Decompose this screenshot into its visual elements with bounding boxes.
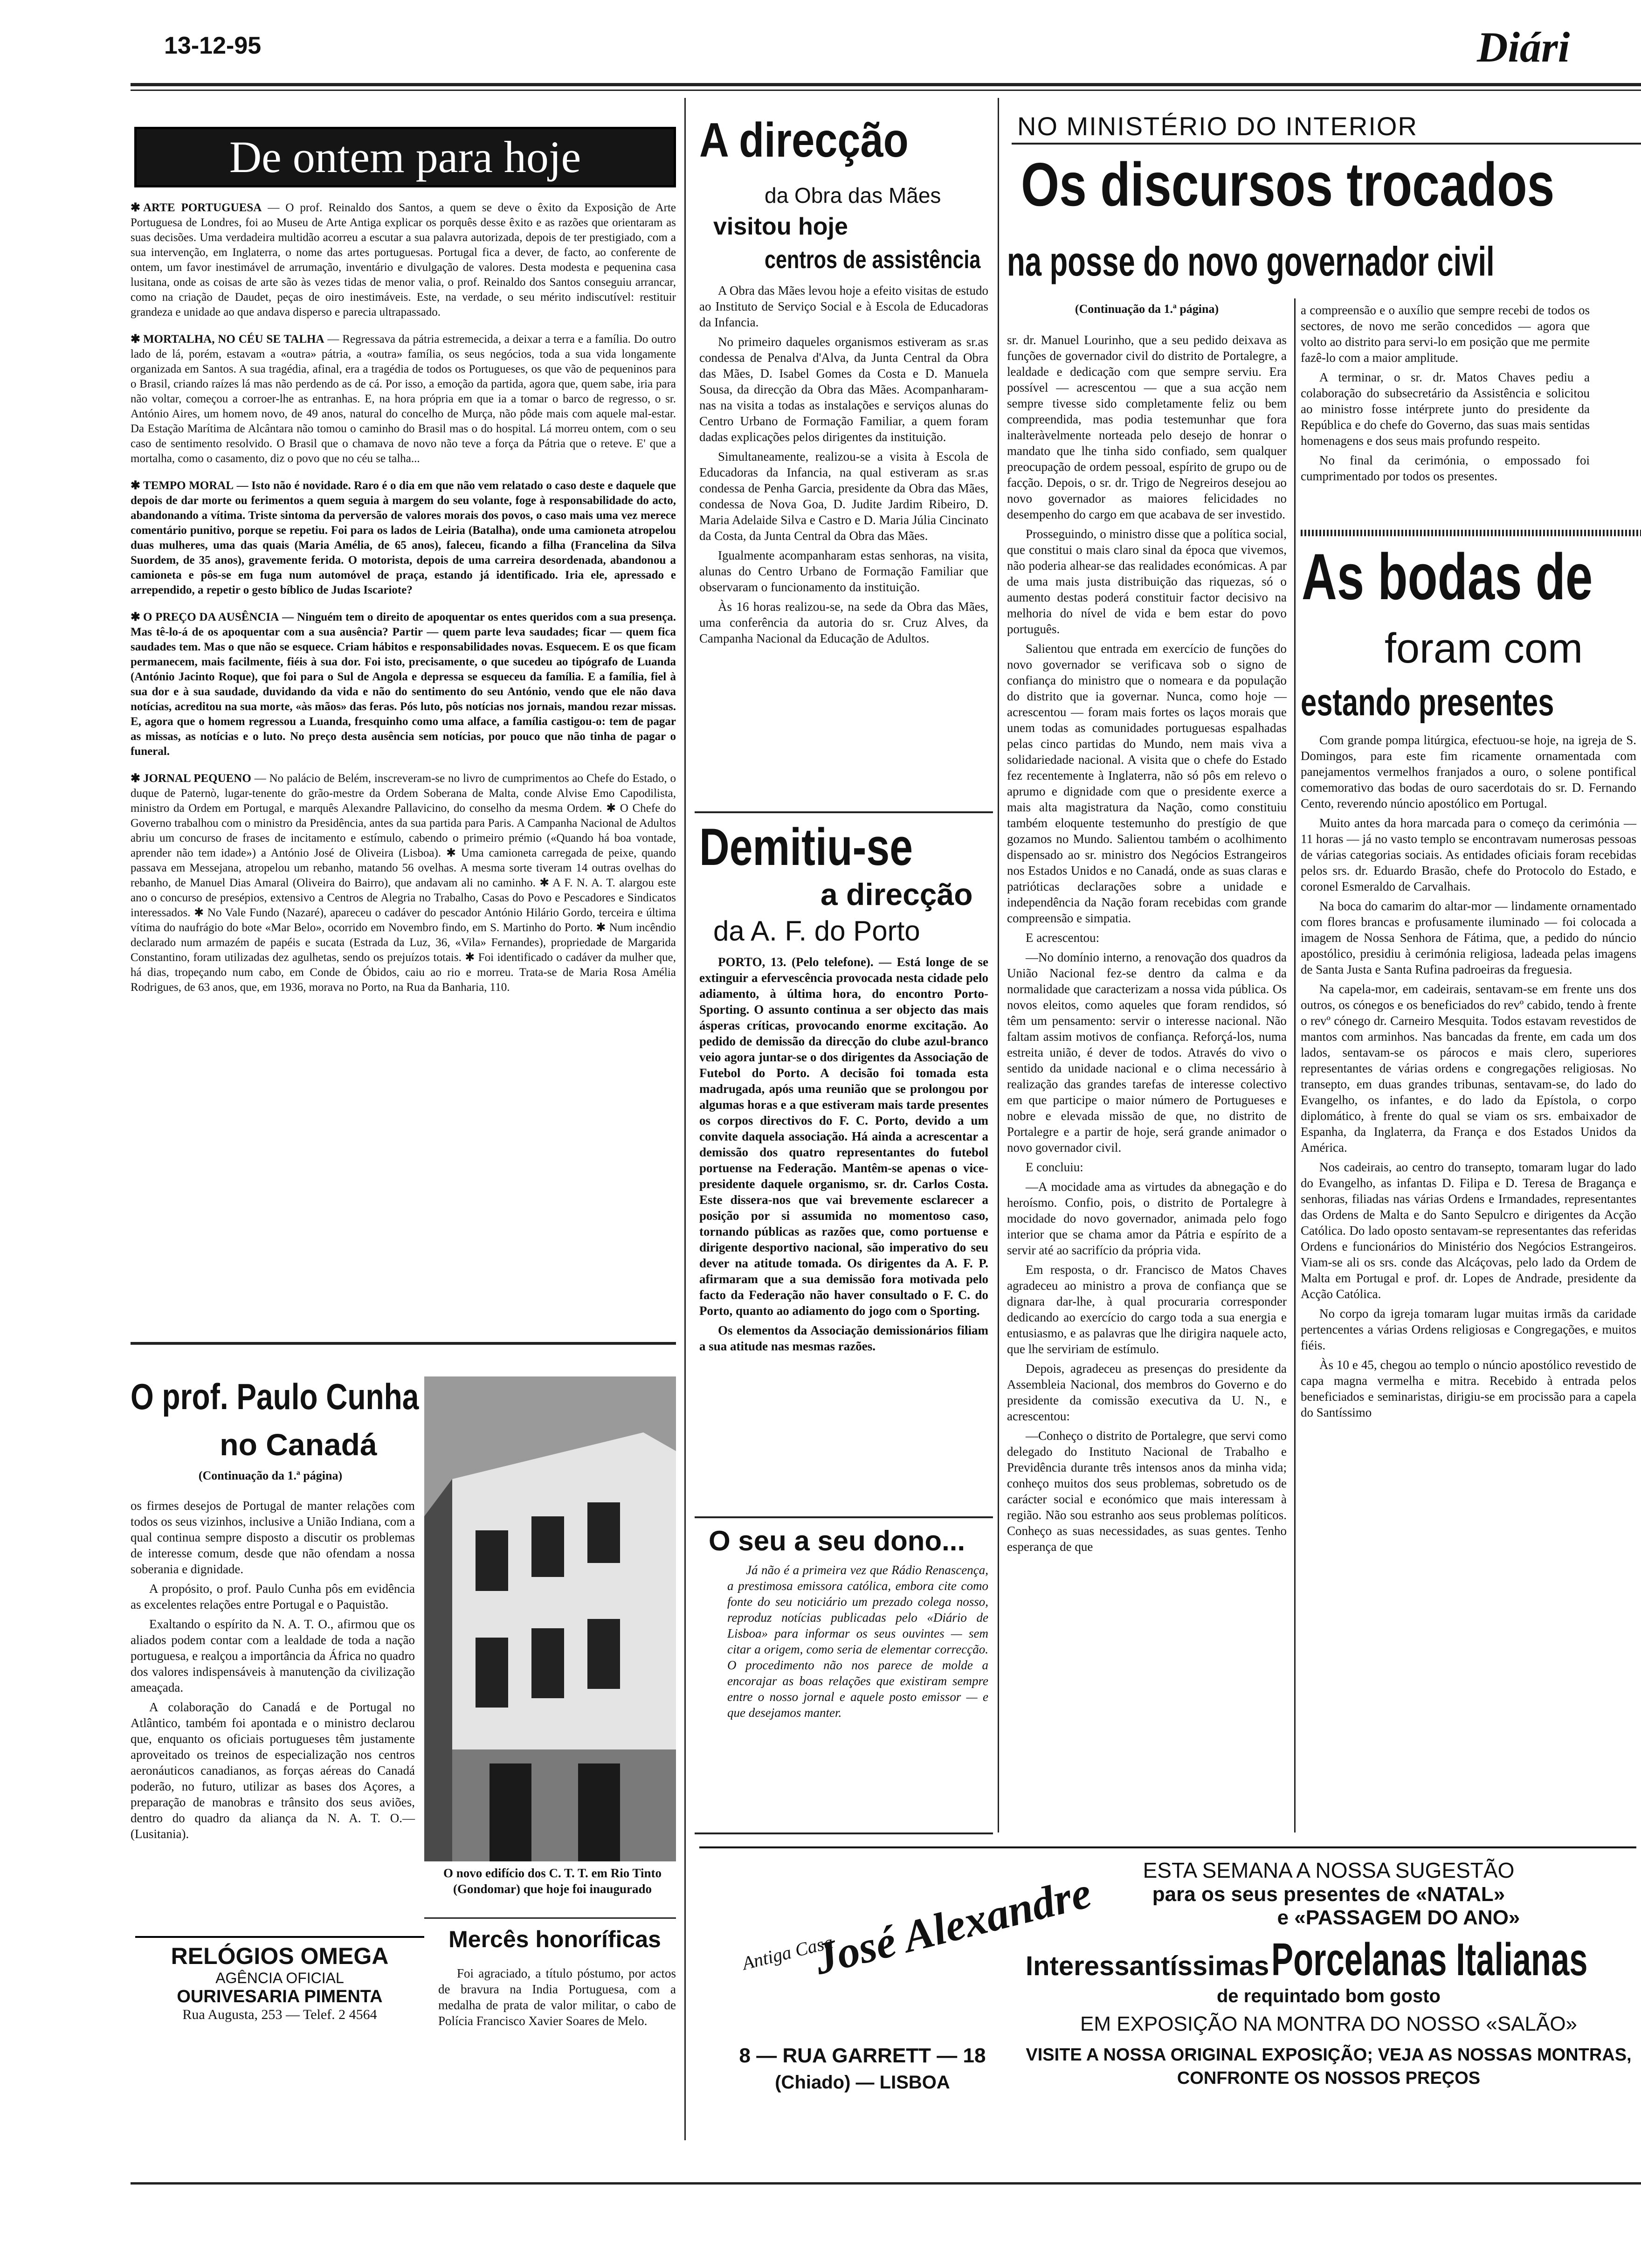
omega-store: OURIVESARIA PIMENTA [177,1987,383,2006]
cunha-body: os firmes desejos de Portugal de manter relações com todos os seus vizinhos, inclusive a União Indiana, com a qual continua sempre disposto a discutir os problemas de interesse comum, desde que não ofendam a nossa soberania e dignidade. A propósito, o prof. Paulo Cunha pôs em evidência as excelentes relações entre Portugal e o Paquistão. Exaltando o espírito da N. A. T. O., afirmou que os aliados podem contar com a lealdade de toda a nação portuguesa, e realçou a importância da África no quadro dos valores indispensáveis à manutenção da civilização ameaçada. A colaboração do Canadá e de Portugal no Atlântico, também foi apontada e o ministro declarou que, enquanto os oficiais portugueses têm justamente aproveitado os treinos de especialização nos centros aeronáuticos canadianos, as forças aéreas do Canadá poderão, no futuro, utilizar as bases dos Açores, a preparação de manobras e trânsito dos seus aviões, dentro do quadro da aliança da N. A. T. O.— (Lusitania). [131,1499,415,1841]
merces-title: Mercês honoríficas [448,1926,661,1952]
masthead-title: Diári [1477,23,1570,71]
ad-line3: e «PASSAGEM DO ANO» [1277,1906,1520,1929]
col1-title-box [134,127,676,187]
ad-line5: de requintado bom gosto [1217,1986,1441,2006]
ministerio-kicker: NO MINISTÉRIO DO INTERIOR [1017,111,1418,141]
demitiu-body: PORTO, 13. (Pelo telefone). — Está longe de se extinguir a efervescência provocada nesta cidade pelo adiamento, à última hora, do encontro Porto-Sporting. O assunto continua a ser objecto das mais ásperas críticas, provocando enorme excitação. Ao pedido de demissão da direcção do clube azul-branco veio agora juntar-se o dos dirigentes da Associação de Futebol do Porto. A decisão foi tomada esta madrugada, após uma reunião que se prolongou por algumas horas e a que estiveram mais tarde presentes os corpos directivos do F. C. Porto, devido a um convite daquela associação. Há ainda a acrescentar a demissão dos quatro representantes do futebol portuense na Federação. Mantêm-se apenas o vice-presidente daquele organismo, sr. dr. Carlos Costa. Este dissera-nos que vai brevemente esclarecer a posição por si assumida no momentoso caso, tornando públicas as razões que, como portuense e dirigente desportivo nacional, são imperativo do seu dever na atitude tomada. Os dirigentes da A. F. P. afirmaram que a sua demissão fora motivada pelo facto da Federação não haver consultado o F. C. do Porto, quanto ao adiamento do jogo com o Sporting. Os elementos da Associação demissionários filiam a sua atitude nas mesmas razões. [699,955,988,1353]
photo-caption: O novo edifício dos C. T. T. em Rio Tinto (Gondomar) que hoje foi inaugurado [443,1866,662,1896]
omega-ad [135,1936,424,2023]
demitiu-subtitle: a direcção [820,877,973,912]
direccao-title: A direcção [699,113,909,167]
cunha-continuation: (Continuação da 1.ª página) [198,1469,343,1482]
demitiu-line3: da A. F. do Porto [713,915,920,947]
photo-caption-rule [424,1917,676,1919]
col1-body [131,201,676,1007]
dono-body: Já não é a primeira vez que Rádio Renascença, a prestimosa emissora católica, embora cite como fonte do seu noticiário um prezado colega nosso, reproduz notícias publicadas pelo «Diário de Lisboa» para informar os seus ouvintes — sem citar a origem, como seria de elementar correcção. O procedimento não nos parece de molde a encorajar as boas relações que existiram sempre entre o nosso jornal e aquele posto emissor — e que desejamos manter. [727,1563,988,1720]
ad-line1: ESTA SEMANA A NOSSA SUGESTÃO [1143,1858,1515,1882]
direccao-line4: centros de assistência [765,246,981,274]
ad-line4a: Interessantíssimas [1026,1951,1269,1981]
ad-line4b: Porcelanas Italianas [1271,1934,1588,1985]
ministerio-col-a: sr. dr. Manuel Lourinho, que a seu pedido deixava as funções de governador civil do distrito de Portalegre, a lealdade e dedicação com que sempre serviu. Era possível — acrescentou — que a sua acção nem sempre tivesse sido completamente feliz ou bem compreendida, mas podia testemunhar que fora inalteràvelmente norteada pelo desejo de honrar o mandato que lhe tinha sido confiado, sem qualquer preocupação de ordem pessoal, espírito de grupo ou de facção. Depois, o sr. dr. Trigo de Negreiros desejou ao novo governador as maiores felicidades no desempenho do cargo em que acabava de ser investido. Prosseguindo, o ministro disse que a política social, que constitui o mais claro sinal da época que vivemos, não poderia alhear-se das realidades económicas. A par de uma mais justa distribuição das riquezas, só o aumento destas poderá constituir factor decisivo na melhoria do nível de vida e bem estar do povo português. Salientou que entrada em exercício de funções do novo governador se verificava sob o signo de confiança do ministro que o nomeara e da população do distrito que ia governar. Nunca, como hoje — acrescentou — foram mais fortes os laços morais que unem todas as comunidades portuguesas espalhadas pelas cinco partidas do Mundo, nem mais viva a solidariedade nacional. A visita que o chefe do Estado fez recentemente à Inglaterra, não só pôs em relevo o aprumo e dignidade com que o presidente exerce a mais alta magistratura da Nação, como constituiu também eloquente testemunho do prestígio de que gozamos no Mundo. Salientou também o acolhimento dispensado ao sr. ministro dos Negócios Estrangeiros nos Estados Unidos e no Canadá, onde as suas claras e patrióticas declarações sobre a unidade e independência da Nação foram recebidas com grande compreensão e simpatia. E acrescentou: —No domínio interno, a renovação dos quadros da União Nacional fez-se dentro da calma e da normalidade que caracterizam a nossa vida pública. Os novos eleitos, como aqueles que foram rendidos, só têm um pensamento: servir o interesse nacional. Não faltam assim motivos de confiança. Reforçá-los, numa estreita união, é dever de todos. Através do vivo o sentido da unidade nacional e o clima necessário à realização das grandes tarefas de interesse colectivo em que participe o maior número de Portugueses e nobre e elevada missão de que, no distrito de Portalegre e a partir de hoje, será grande animador o novo governador civil. E concluiu: —A mocidade ama as virtudes da abnegação e do heroísmo. Confio, pois, o distrito de Portalegre à mocidade do novo governador, animada pelo fogo interior que se chama amor da Pátria e espírito de a servir até ao sacrifício da própria vida. Em resposta, o dr. Francisco de Matos Chaves agradeceu ao ministro a prova de confiança que se dignara dar-lhe, à qual procuraria corresponder dedicando ao exercício do cargo toda a sua energia e entusiasmo, e as palavras que lhe dirigira naquele acto, que lhe serviriam de estímulo. Depois, agradeceu as presenças do presidente da Assembleia Nacional, dos membros do Governo e do presidente da comissão executiva da U. N., e acrescentou: —Conheço o distrito de Portalegre, que servi como delegado do Instituto Nacional de Trabalho e Previdência durante três intensos anos da minha vida; conheço muitos dos seus problemas, sobretudo os de carácter social e económico que mais interessam à região. Não sou estranho aos seus problemas políticos. Conheço as suas necessidades, as suas gentes. Tenho esperança de que [1007,333,1287,1554]
news-item: ✱ O PREÇO DA AUSÊNCIA — Ninguém tem o direito de apoquentar os entes queridos com a sua presença. Mas tê-lo-á de os apoquentar com a sua ausência? Partir — quem parte leva saudades; ficar — quem fica saudades tem. Mas o que não se esquece. Criam hábitos e responsabilidades novas. Esquecem. E os que ficam permanecem, mais facilmente, fiéis à sua dor. Foi isto, precisamente, o que sucedeu ao tipógrafo de Luanda (António Jacinto Roque), que foi para o Sul de Angola e depressa se esqueceu da família. E a família, fiel à sua dor e à sua saudade, duvidando da vida e não do sentimento do seu António, vendo que ele não dava notícias, acreditou na sua morte, «às mãos» das feras. Pós luto, pôs notícias nos jornais, mandou rezar missas. E, agora que o homem regressou a Luanda, fresquinho como uma alface, a família castigou-o: tem de pagar as missas, as notícias e o luto. No preço desta ausência sem notícias, por pouco que não tinha de pagar o funeral. [131,611,676,758]
brand-antiga-casa: Antiga Casa [740,1931,835,1974]
header-rule [131,83,1641,86]
dono-divider [695,1832,993,1834]
ad-address-city: (Chiado) — LISBOA [775,2072,950,2093]
brand-jose-alexandre: José Alexandre [809,1867,1096,1984]
direccao-line3: visitou hoje [713,213,848,240]
cunha-subtitle: no Canadá [220,1427,377,1462]
col1-divider [131,1342,676,1345]
cunha-title: O prof. Paulo Cunha [131,1376,419,1417]
ad-address-street: 8 — RUA GARRETT — 18 [739,2044,986,2067]
demitiu-divider [695,1516,993,1518]
merces-body: Foi agraciado, a título póstumo, por actos de bravura na India Portuguesa, com a medalha de prata de valor militar, o cabo de Polícia Francisco Xavier Soares de Melo. [438,1966,676,2028]
building-illustration [424,1376,676,1861]
bodas-body: Com grande pompa litúrgica, efectuou-se hoje, na igreja de S. Domingos, para este fim ricamente ornamentada com panejamentos vermelhos franjados a ouro, o solene pontifical comemorativo das bodas de ouro sacerdotais do sr. D. Fernando Cento, reverendo núncio apostólico em Portugal. Muito antes da hora marcada para o começo da cerimónia — 11 horas — já no vasto templo se encontravam numerosas pessoas de várias categorias sociais. As entidades oficiais foram recebidas pelos srs. dr. Eduardo Brasão, chefe do Protocolo do Estado, e coronel Esmeraldo de Carvalhais. Na boca do camarim do altar-mor — lindamente ornamentado com flores brancas e profusamente iluminado — foi colocada a imagem de Nossa Senhora de Fátima, que, a pedido do núncio apostólico, presidiu à cerimónia religiosa, ladeada pelas imagens de Santa Justa e Santa Rufina padroeiras da freguesia. Na capela-mor, em cadeirais, sentavam-se em frente uns dos outros, os cónegos e os beneficiados do revº cabido, tendo à frente o revº cónego dr. Carneiro Mesquita. Todos estavam revestidos de mantos com arminhos. Nas bancadas da frente, em cada um dos lados, sentavam-se os párocos e mais clero, superiores representantes de várias ordens e congregações religiosas. No transepto, em duas grandes tribunas, sentavam-se, do lado do Evangelho, os infantes, e do lado da Epístola, o corpo diplomático, à frente do qual se viam os srs. embaixador de Espanha, da Inglaterra, da França e dos Estados Unidos da América. Nos cadeirais, ao centro do transepto, tomaram lugar do lado do Evangelho, as infantas D. Filipa e D. Teresa de Bragança e senhoras, filiadas nas várias Ordens e Irmandades, representantes das Ordens de Malta e do Santo Sepulcro e dirigentes da Acção Católica. Do lado oposto sentavam-se representantes das referidas Ordens e funcionários do Ministério dos Negócios Estrangeiros. Viam-se ali os srs. conde das Alcáçovas, pelo lado da Ordem de Malta em Portugal e prof. dr. Lopes de Andrade, presidente da Acção Católica. No corpo da igreja tomaram lugar muitas irmãs da caridade pertencentes a várias Ordens religiosas e Congregações, e muitos fiéis. Às 10 e 45, chegou ao templo o núncio apostólico revestido de capa magna vermelha e mitra. Recebido à entrada pelos beneficiados e seminaristas, dirigiu-se em procissão para a capela do Santíssimo [1301,733,1636,1419]
bodas-line3: estando presentes [1301,681,1554,724]
ad-line2: para os seus presentes de «NATAL» [1152,1883,1505,1906]
ministerio-continuation: (Continuação da 1.ª página) [1075,302,1219,316]
ad-line7: VISITE A NOSSA ORIGINAL EXPOSIÇÃO; VEJA AS NOSSAS MONTRAS, CONFRONTE OS NOSSOS PREÇOS [1026,2045,1632,2088]
header-rule-thin [131,90,1641,91]
col-divider-1 [684,98,686,2140]
demitiu-title: Demitiu-se [699,818,913,876]
direccao-subtitle: da Obra das Mães [765,183,941,207]
omega-title: RELÓGIOS OMEGA [171,1943,389,1969]
col-divider-3 [1294,298,1296,1832]
omega-agency: AGÊNCIA OFICIAL [215,1970,344,1986]
footer-rule [131,2182,1641,2185]
col1-title: De ontem para hoje [229,132,581,182]
ministerio-title: Os discursos trocados [1021,150,1555,219]
news-item: ✱ TEMPO MORAL — Isto não é novidade. Raro é o dia em que não vem relatado o caso deste e daquele que depois de dar morte ou ferimentos a quem seguia à margem do seu volante, foge à responsabilidade do acto, abandonando a vítima. Triste sintoma da perversão de valores morais dos povos, o caso mais uma vez merece comentário punitivo, porque se repetiu. Foi para os lados de Leiria (Batalha), onde uma camioneta atropelou duas mulheres, uma das quais (Maria Amélia, de 65 anos), faleceu, ficando a filha (Francelina da Silva Suordem, de 35 anos), gravemente ferida. O motorista, depois de uma carreira desordenada, abandonou a camioneta e pôs-se em fuga num automóvel de praça, estando já identificado. Iria ele, apressado e arrependido, a repetir o gesto bíblico de Judas Iscariote? [131,479,676,596]
ad-line4 [1026,1933,1632,1986]
news-item: ✱ MORTALHA, NO CÉU SE TALHA — Regressava da pátria estremecida, a deixar a terra e a família. Do outro lado de lá, porém, estavam a «outra» pátria, a «outra» família, os seus negócios, toda a sua vida longamente organizada em Santos. A sua tragédia, afinal, era a tragédia de todos os Portugueses, os que vão de pequeninos para o Brasil, criando raízes lá mas não perdendo as de cá. Por isso, a emoção da partida, agora que, quem sabe, iria para não voltar, começou a corroer-lhe as entranhas. E, na hora própria em que ia a tomar o barco de regresso, o sr. António Aires, um homem novo, de 49 anos, natural do concelho de Murça, não pôde mais com aquele mal-estar. Da Estação Marítima de Alcântara não tomou o caminho do Brasil mas o do hospital. Lá morreu ontem, com o seu caso de sentimento resolvido. O Brasil que o chamava de novo não teve a força da Pátria que o reteve. E' que a mortalha, como o casamento, diz o povo que no céu se talha... [131,333,676,465]
ad-address [718,2044,1007,2093]
bodas-rule [1301,530,1641,536]
omega-address: Rua Augusta, 253 — Telef. 2 4564 [182,2007,377,2022]
ministerio-subtitle: na posse do novo governador civil [1007,238,1495,284]
ad-line6: EM EXPOSIÇÃO NA MONTRA DO NOSSO «SALÃO» [1080,2012,1578,2035]
direccao-body: A Obra das Mães levou hoje a efeito visitas de estudo ao Instituto de Serviço Social e à Escola de Educadoras da Infancia. No primeiro daqueles organismos estiveram as sr.as condessa de Penalva d'Alva, da Junta Central da Obra das Mães, D. Isabel Gomes da Costa e D. Manuela Sousa, da direcção da Obra das Mães. Acompanharam-nas na visita a todas as instalações e serviços alunas do Centro Urbano de Formação Familiar, a quem foram dadas explicações pelos dirigentes da instituição. Simultaneamente, realizou-se a visita à Escola de Educadoras da Infancia, na qual estiveram as sr.as condessa de Penha Garcia, presidente da Obra das Mães, condessa de Nova Goa, D. Judite Jardim Ribeiro, D. Maria Adelaide Silva e Castro e D. Maria Júlia Cincinato da Costa, da Junta Central da Obra das Mães. Igualmente acompanharam estas senhoras, na visita, alunas do Centro Urbano de Formação Familiar que observaram o funcionamento da instituição. Às 16 horas realizou-se, na sede da Obra das Mães, uma conferência da autoria do sr. Cruz Alves, da Campanha Nacional da Educação de Adultos. [699,284,988,645]
date-label: 13-12-95 [164,32,262,59]
ad-text [1026,1858,1632,2090]
jose-alexandre-ad [699,1846,1636,2151]
ctt-building-photo [424,1376,676,1861]
kicker-rule [1012,143,1641,145]
bodas-subtitle: foram com [1385,625,1583,672]
direccao-divider [695,811,993,813]
news-item: ✱ ARTE PORTUGUESA — O prof. Reinaldo dos Santos, a quem se deve o êxito da Exposição de Arte Portuguesa de Londres, foi ao Museu de Arte Antiga explicar os porquês desse êxito e as razões que orientaram as suas decisões. Uma verdadeira multidão acorreu a escutar a sua palavra autorizada, depois de ter prestigiado, com a sua intervenção, em Inglaterra, o nome das artes portuguesas. Portugal fica a dever, de facto, ao conferente de ontem, um favor inestimável de arrumação, inventário e divulgação de valores. Desta modesta e pequenina casa lusitana, onde as coisas de arte são às vezes tidas de menor valia, o prof. Reinaldo dos Santos conseguiu arrancar, como na criação de Daudet, peças de oiro inestimáveis. Este, na verdade, o seu mérito indiscutível: restituir grandeza e unidade ao que andava disperso e parecia ultrapassado. [131,201,676,318]
dono-title: O seu a seu dono... [709,1525,965,1556]
col-divider-2 [998,98,999,1832]
bodas-title: As bodas de [1302,540,1593,613]
news-item: ✱ JORNAL PEQUENO — No palácio de Belém, inscreveram-se no livro de cumprimentos ao Chefe do Estado, o duque de Paternò, lugar-tenente do grão-mestre da Ordem Soberana de Malta, conde Alvise Emo Capodilista, ministro da Ordem em Portugal, e marquês Alexandre Pallavicino, do conselho da mesma Ordem. ✱ O Chefe do Governo trabalhou com o ministro da Presidência, antes da sua partida para Paris. A Campanha Nacional de Adultos abriu um concurso de frases de incitamento e estímulo, cabendo o primeiro prémio («Quando há boa vontade, aprender não tem idade») a António José de Oliveira (Lisboa). ✱ Uma camioneta carregada de peixe, quando passava em Messejana, atropelou um rebanho, matando 56 ovelhas. A mesma sorte tiveram 14 outras ovelhas do rebanho, de Manuel Dias Amaral (Oliveira do Bairro), que andavam ali no caminho. ✱ A F. N. A. T. alargou este ano o concurso de presépios, extensivo a Centros de Alegria no Trabalho, Casas do Povo e Pescadores e Sindicatos interessados. ✱ No Vale Fundo (Nazaré), apareceu o cadáver do pescador António Hilário Gordo, terceira e última vítima do naufrágio do bote «Mar Belo», ocorrido em Novembro findo, em S. Martinho do Porto. ✱ Num incêndio declarado num armazém de papéis e sucata (Estrada da Luz, 36, «Vila» Fernandes), propriedade de Margarida Constantino, foram utilizadas dez agulhetas, sendo os prejuízos totais. ✱ Foi identificado o cadáver da mulher que, há dias, tropeçando num cabo, em Conde de Óbidos, caiu ao rio e morreu. Trata-se de Maria Rosa Amélia Rodrigues, de 63 anos, que, em 1936, morava no Porto, na Rua da Banharia, 110. [131,772,676,994]
ministerio-col-b: a compreensão e o auxílio que sempre recebi de todos os sectores, de novo me serão concedidos — agora que volto ao distrito para servi-lo em posição que me permite fazê-lo com a maior amplitude. A terminar, o sr. dr. Matos Chaves pediu a colaboração do subsecretário da Assistência e solicitou ao ministro fosse intérprete junto do presidente da República e do chefe do Governo, das suas mais sentidas homenagens e dos seus mais profundo respeito. No final da cerimónia, o empossado foi cumprimentado por todos os presentes. [1301,303,1590,483]
